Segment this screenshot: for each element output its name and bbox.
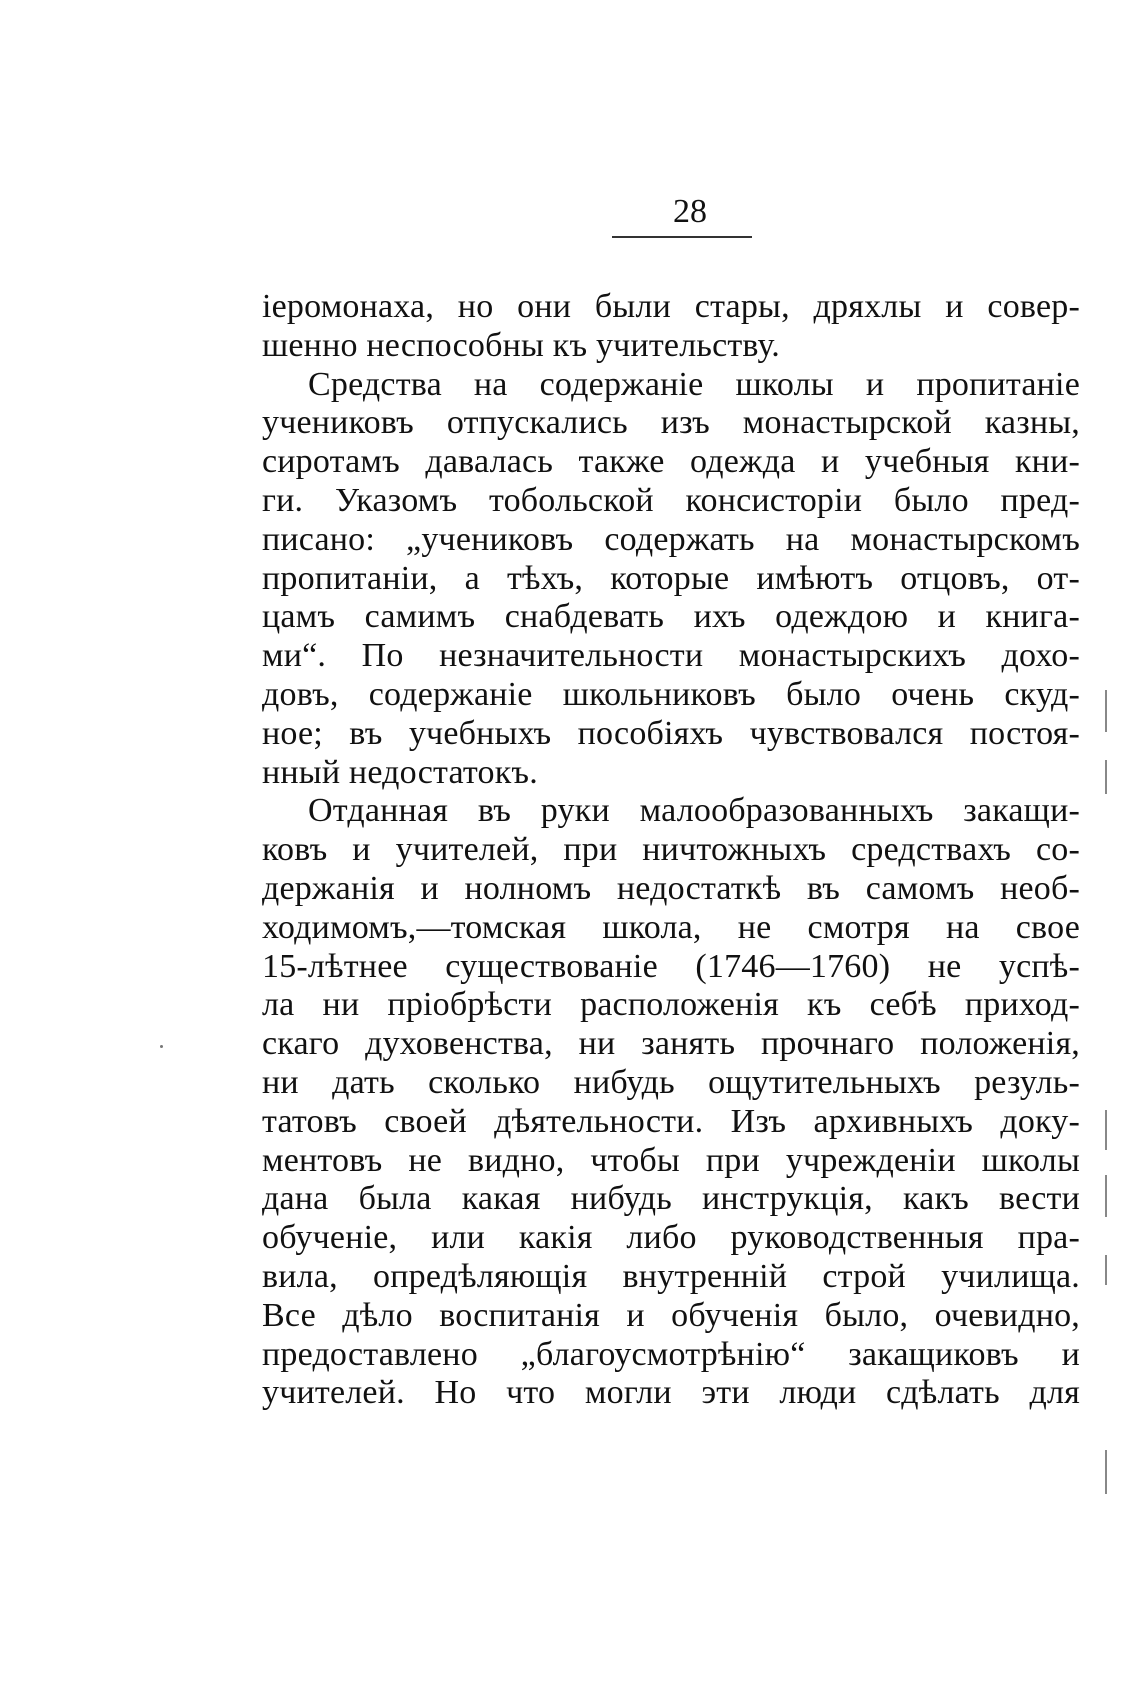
text-line: вила, опредѣляющія внутренній строй училища. xyxy=(262,1257,1080,1295)
text-line: сиротамъ давалась также одежда и учебныя кни- xyxy=(262,443,1080,481)
page-number-rule xyxy=(612,236,752,238)
text-line: ла ни пріобрѣсти расположенія къ себѣ приход- xyxy=(262,986,1080,1024)
text-line: ми“. По незначительности монастырскихъ дохо- xyxy=(262,637,1080,675)
scan-edge-mark xyxy=(1105,760,1107,794)
text-line: учителей. Но что могли эти люди сдѣлать для xyxy=(262,1374,1080,1412)
text-line: довъ, содержаніе школьниковъ было очень скуд- xyxy=(262,675,1080,713)
text-line: ментовъ не видно, чтобы при учрежденіи школы xyxy=(262,1141,1080,1179)
text-line: татовъ своей дѣятельности. Изъ архивныхъ доку- xyxy=(262,1102,1080,1140)
text-line: учениковъ отпускались изъ монастырской казны, xyxy=(262,404,1080,442)
scan-edge-mark xyxy=(1105,690,1107,732)
text-line: пропитаніи, а тѣхъ, которые имѣютъ отцовъ, от- xyxy=(262,559,1080,597)
text-line: ное; въ учебныхъ пособіяхъ чувствовался постоя- xyxy=(262,714,1080,752)
text-line: Отданная въ руки малообразованныхъ закащи- xyxy=(308,792,1080,830)
text-line: обученіе, или какія либо руководственныя пра- xyxy=(262,1219,1080,1257)
text-line: писано: „учениковъ содержать на монастырскомъ xyxy=(262,520,1080,558)
scan-edge-mark xyxy=(1105,1450,1107,1494)
text-line: цамъ самимъ снабдевать ихъ одеждою и книга- xyxy=(262,598,1080,636)
scan-dot-mark xyxy=(160,1045,163,1048)
text-line: ковъ и учителей, при ничтожныхъ средствахъ со- xyxy=(262,831,1080,869)
text-line: дана была какая нибудь инструкція, какъ вести xyxy=(262,1180,1080,1218)
text-line: держанія и нолномъ недостаткѣ въ самомъ необ- xyxy=(262,869,1080,907)
page-number: 28 xyxy=(673,193,707,230)
body-text xyxy=(262,288,1080,1413)
text-line: нный недостатокъ. xyxy=(262,753,538,791)
text-line: ходимомъ,—томская школа, не смотря на свое xyxy=(262,908,1080,946)
text-line: іеромонаха, но они были стары, дряхлы и совер- xyxy=(262,288,1080,325)
text-line: Все дѣло воспитанія и обученія было, очевидно, xyxy=(262,1296,1080,1334)
scan-edge-mark xyxy=(1105,1255,1107,1285)
text-line: Средства на содержаніе школы и пропитаніе xyxy=(308,365,1080,403)
text-line: ни дать сколько нибудь ощутительныхъ резуль- xyxy=(262,1063,1080,1101)
text-line: 15-лѣтнее существованіе (1746—1760) не успѣ- xyxy=(262,947,1080,985)
scan-edge-mark xyxy=(1105,1175,1107,1217)
text-line: предоставлено „благоусмотрѣнію“ закащиковъ и xyxy=(262,1335,1080,1373)
text-line: ги. Указомъ тобольской консисторіи было пред- xyxy=(262,481,1080,519)
scan-edge-mark xyxy=(1105,1110,1107,1150)
text-line: скаго духовенства, ни занять прочнаго положенія, xyxy=(262,1025,1080,1063)
text-line: шенно неспособны къ учительству. xyxy=(262,326,781,364)
